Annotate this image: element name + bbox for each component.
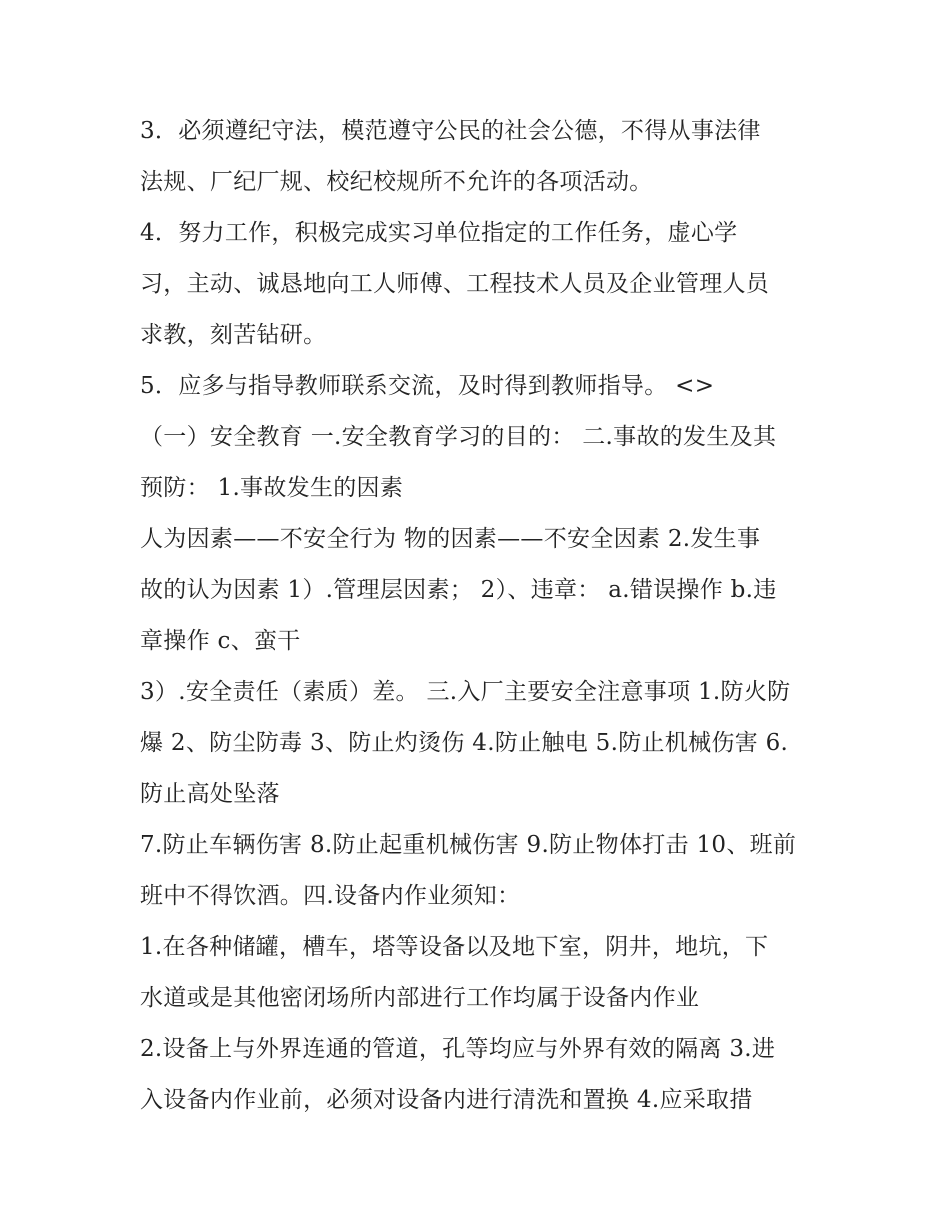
text-line: 2.设备上与外界连通的管道，孔等均应与外界有效的隔离 3.进 xyxy=(140,1036,776,1062)
text-line: 习，主动、诚恳地向工人师傅、工程技术人员及企业管理人员 xyxy=(140,271,770,297)
text-line: 班中不得饮酒。四.设备内作业须知： xyxy=(140,883,521,909)
text-line: （一）安全教育 一.安全教育学习的目的： 二.事故的发生及其 xyxy=(140,424,777,450)
text-line: 故的认为因素 1）.管理层因素； 2）、违章： a.错误操作 b.违 xyxy=(140,577,777,603)
text-line: 水道或是其他密闭场所内部进行工作均属于设备内作业 xyxy=(140,985,700,1011)
text-line: 爆 2、防尘防毒 3、防止灼烫伤 4.防止触电 5.防止机械伤害 6. xyxy=(140,730,789,756)
text-line: 章操作 c、蛮干 xyxy=(140,628,301,654)
text-line: 3）.安全责任（素质）差。 三.入厂主要安全注意事项 1.防火防 xyxy=(140,679,791,705)
text-line: 入设备内作业前，必须对设备内进行清洗和置换 4.应采取措 xyxy=(140,1087,753,1113)
text-line: 防止高处坠落 xyxy=(140,781,280,807)
text-line: 4．努力工作，积极完成实习单位指定的工作任务，虚心学 xyxy=(140,220,738,246)
text-line: 5．应多与指导教师联系交流，及时得到教师指导。 <> xyxy=(140,373,715,399)
text-line: 预防： 1.事故发生的因素 xyxy=(140,475,404,501)
text-line: 1.在各种储罐，槽车，塔等设备以及地下室，阴井，地坑，下 xyxy=(140,934,769,960)
text-line: 求教，刻苦钻研。 xyxy=(140,322,327,348)
document-body xyxy=(140,106,820,1126)
text-line: 3．必须遵纪守法，模范遵守公民的社会公德，不得从事法律 xyxy=(140,118,761,144)
text-line: 法规、厂纪厂规、校纪校规所不允许的各项活动。 xyxy=(140,169,653,195)
text-line: 7.防止车辆伤害 8.防止起重机械伤害 9.防止物体打击 10、班前 xyxy=(140,832,797,858)
text-line: 人为因素——不安全行为 物的因素——不安全因素 2.发生事 xyxy=(140,526,761,552)
